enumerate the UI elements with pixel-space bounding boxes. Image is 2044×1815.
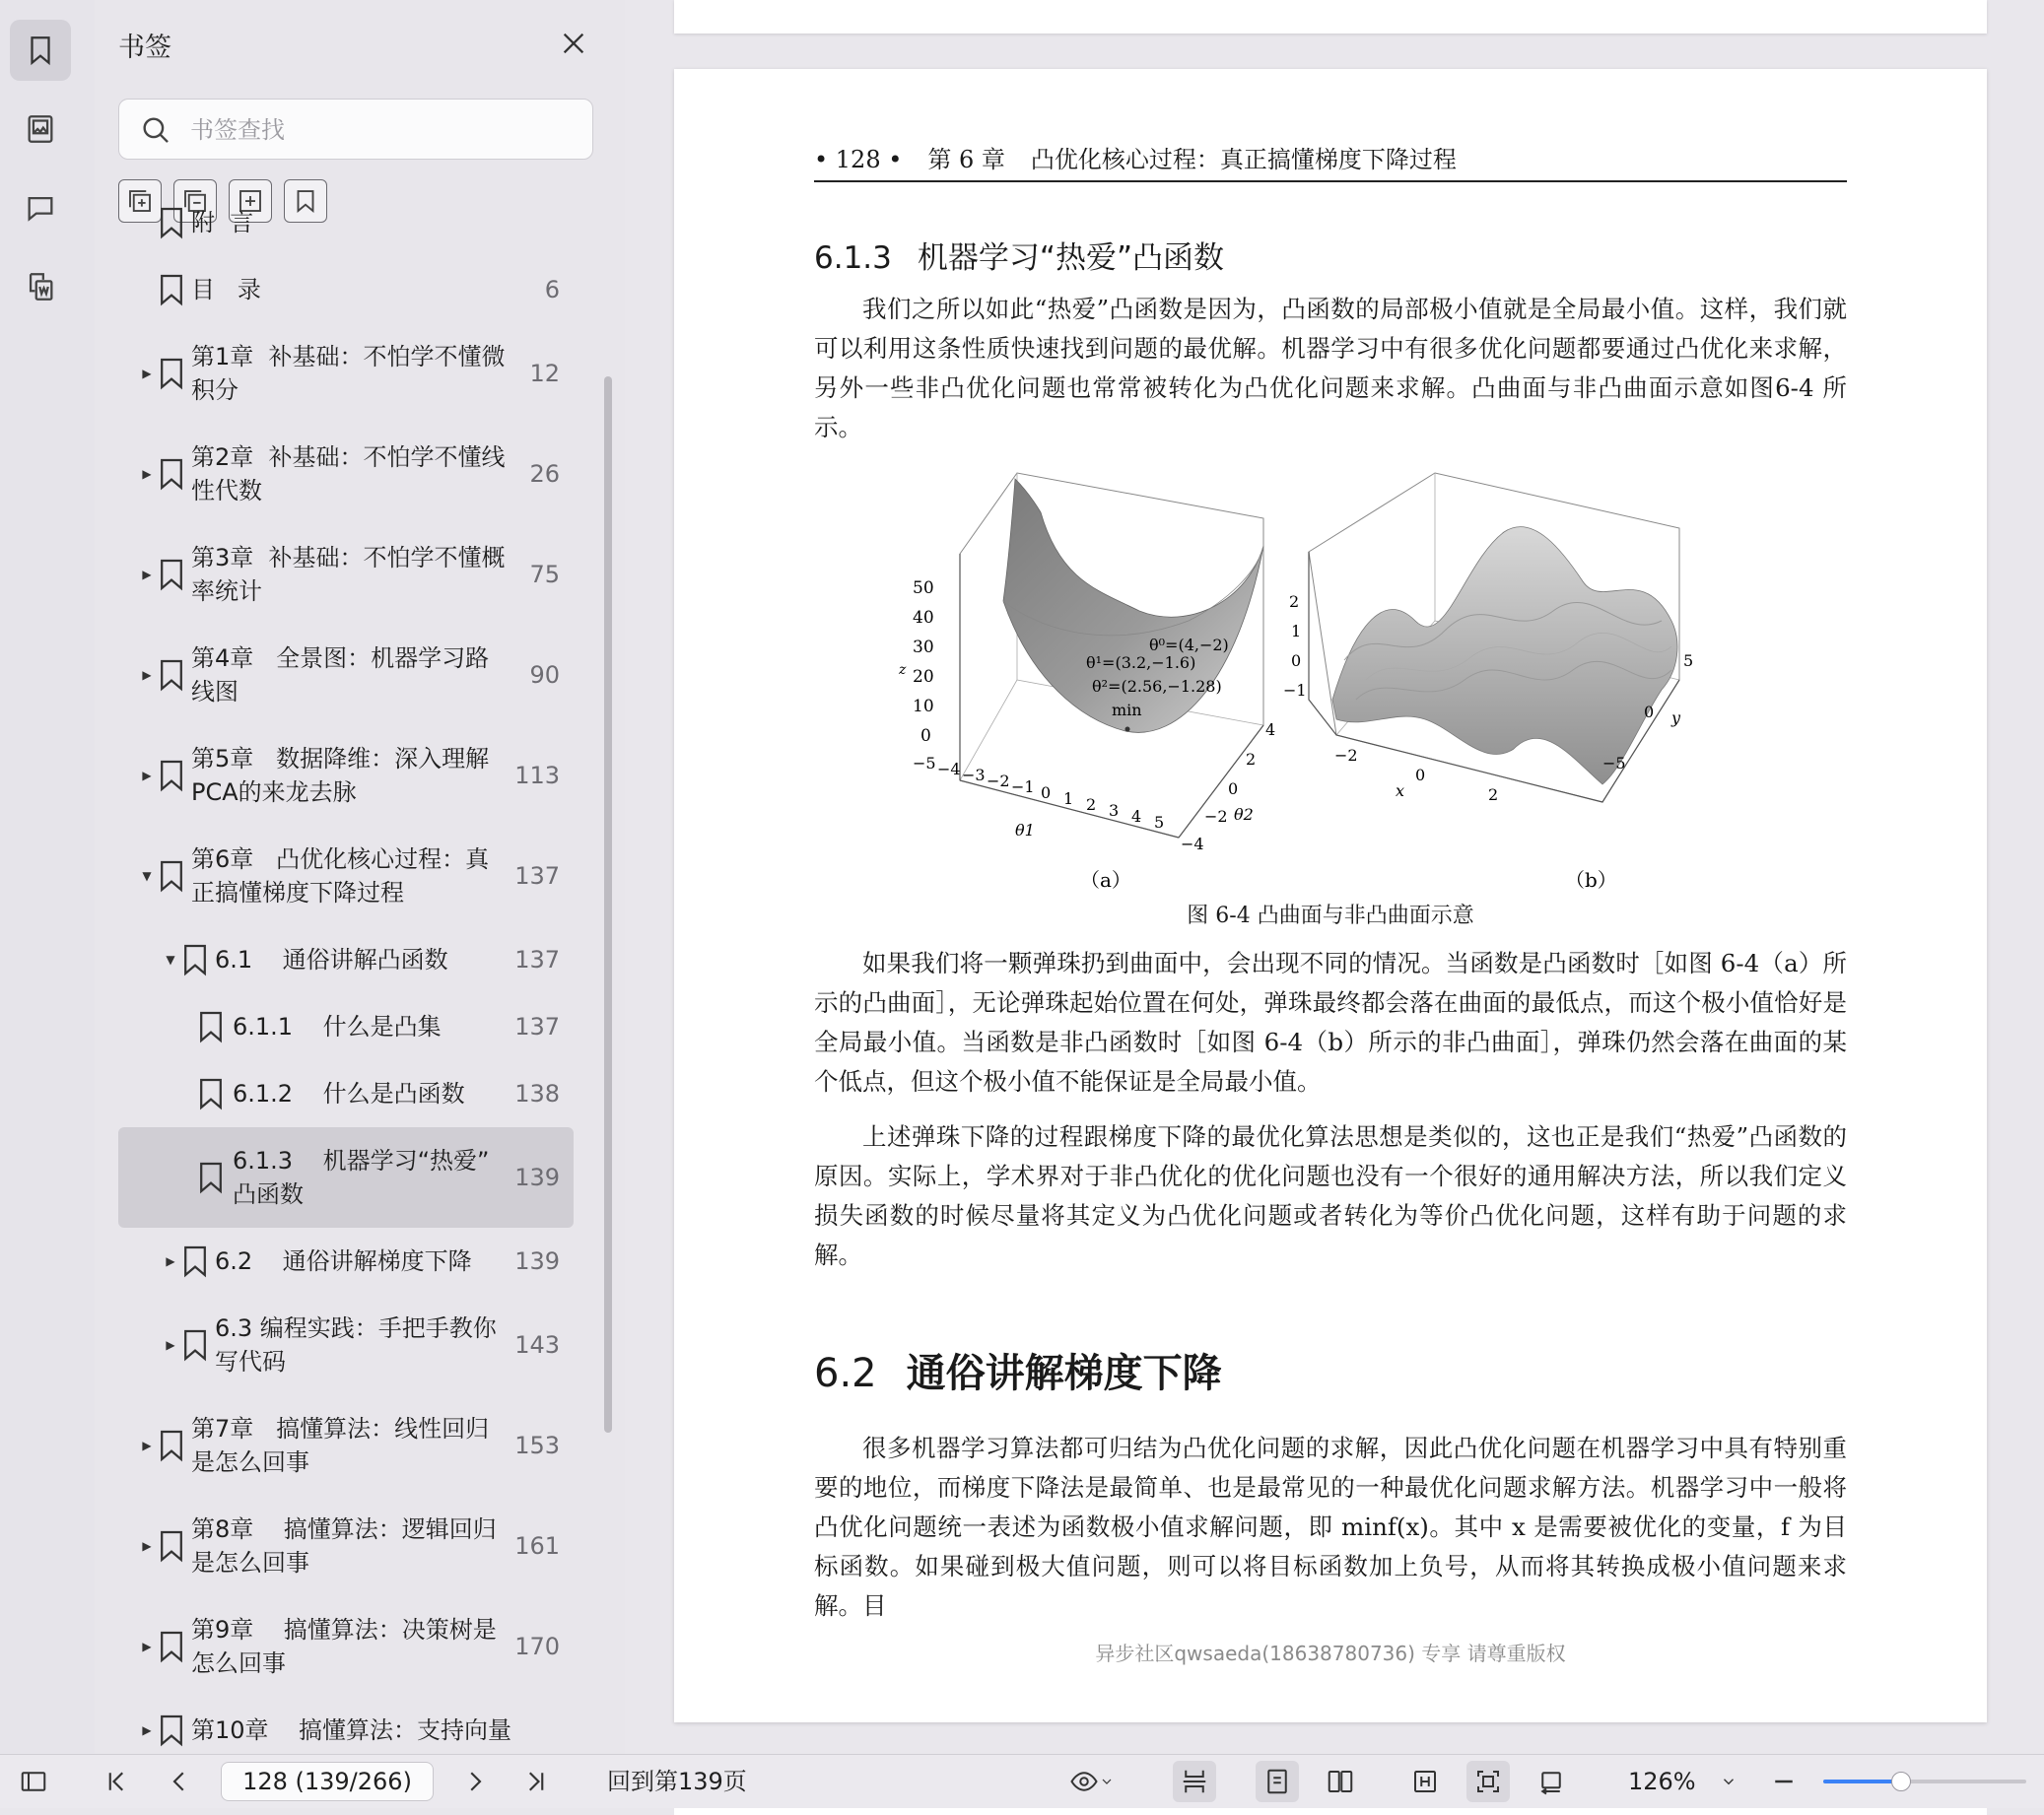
go-back-to-page-link[interactable]: 回到第139页 — [607, 1768, 747, 1795]
a-z-tick-40: 40 — [913, 608, 934, 628]
bookmark-page-number: 12 — [529, 360, 560, 387]
bookmark-label-line: 第4章 全景图：机器学习路 — [191, 644, 490, 672]
b-x-tick-0: 0 — [1415, 766, 1426, 784]
bookmark-label-line: 率统计 — [191, 577, 262, 605]
bookmark-icon — [158, 658, 185, 692]
watermark-text: 异步社区qwsaeda(18638780736) 专享 请尊重版权 — [1095, 1642, 1566, 1665]
bookmark-item[interactable] — [118, 189, 574, 256]
a-y-tick-0: 0 — [1228, 779, 1239, 798]
view-options-button[interactable] — [1060, 1755, 1124, 1808]
b-y-tick-m5: −5 — [1602, 754, 1626, 773]
chevron-down-icon — [1099, 1774, 1115, 1789]
bookmark-label — [233, 1144, 512, 1211]
bookmark-item[interactable] — [118, 1496, 574, 1596]
bookmark-label-line: 6.2 通俗讲解梯度下降 — [215, 1247, 472, 1275]
bookmark-label — [215, 1244, 512, 1278]
bookmark-item[interactable] — [118, 1395, 574, 1496]
bookmark-item[interactable] — [118, 625, 574, 725]
bookmark-label-line: 第5章 数据降维：深入理解 — [191, 745, 490, 773]
bookmark-label-line: 第1章 补基础：不怕学不懂微 — [191, 343, 506, 370]
zoom-slider-fill — [1823, 1780, 1900, 1783]
bookmark-item[interactable] — [118, 1228, 574, 1295]
bookmark-label — [191, 1714, 512, 1747]
zoom-slider-handle[interactable] — [1891, 1772, 1911, 1791]
bookmark-icon — [158, 1714, 185, 1747]
a-y-axis-label: θ2 — [1234, 805, 1254, 824]
next-page-button[interactable] — [453, 1755, 497, 1808]
paragraph-2: 如果我们将一颗弹珠扔到曲面中，会出现不同的情况。当函数是凸函数时［如图 6-4（a）所示的凸曲面］，无论弹珠起始位置在何处，弹珠最终都会落在曲面的最低点，而这个极小值恰好是全局最小值。当函数是非凸函数时［如图 6-4（b）所示的非凸曲面］，弹珠仍然会落在曲面的某个低点，但这个极小值不能保证是全局最小值。 — [814, 949, 1847, 1096]
a-x-tick-m3: −3 — [962, 766, 986, 784]
bookmark-label-line: 6.1.3 机器学习“热爱” — [233, 1147, 490, 1175]
rotate-icon — [1536, 1767, 1566, 1796]
bookmark-page-number: 90 — [529, 661, 560, 689]
bookmark-label-line: 6.1.2 什么是凸函数 — [233, 1080, 465, 1108]
first-page-button[interactable] — [95, 1755, 138, 1808]
fit-page-button[interactable] — [1466, 1761, 1510, 1802]
caret-right-icon[interactable]: ▶ — [142, 1539, 152, 1553]
two-page-icon — [1326, 1767, 1355, 1796]
figure-caption: 图 6-4 凸曲面与非凸曲面示意 — [1187, 904, 1474, 928]
fit-page-icon — [1473, 1767, 1503, 1796]
eye-icon — [1069, 1767, 1099, 1796]
running-head-title: 凸优化核心过程：真正搞懂梯度下降过程 — [1030, 146, 1457, 173]
bookmark-label-line: 第2章 补基础：不怕学不懂线 — [191, 443, 506, 471]
image-icon — [24, 112, 57, 146]
caret-right-icon[interactable]: ▶ — [142, 1439, 152, 1452]
bookmark-icon — [181, 1328, 209, 1362]
nonconvex-surface-plot — [1309, 473, 1679, 802]
document-viewport[interactable] — [625, 0, 2044, 1754]
bookmark-label-line: 6.1 通俗讲解凸函数 — [215, 946, 448, 974]
bookmark-icon — [158, 1529, 185, 1563]
bookmark-label-line: PCA的来龙去脉 — [191, 778, 357, 806]
section-heading-6-2 — [814, 1342, 1222, 1398]
bookmark-label-line: 附 言 — [191, 209, 254, 236]
bookmark-label-line: 第7章 搞懂算法：线性回归 — [191, 1415, 490, 1443]
bookmark-label-line: 积分 — [191, 376, 238, 404]
a-x-tick-3: 3 — [1109, 801, 1120, 820]
section-number: 6.2 — [814, 1351, 877, 1396]
a-y-tick-2: 2 — [1246, 750, 1257, 769]
a-z-tick-30: 30 — [913, 638, 934, 657]
bookmarks-tab-button[interactable] — [10, 20, 71, 81]
bookmark-page-number: 137 — [514, 862, 560, 890]
a-z-tick-10: 10 — [913, 697, 934, 716]
caret-down-icon[interactable]: ▼ — [166, 953, 175, 967]
minus-icon — [1769, 1767, 1799, 1796]
caret-right-icon[interactable]: ▶ — [166, 1254, 175, 1268]
a-annotation-theta0: θ⁰=(4,−2) — [1149, 636, 1229, 654]
bookmark-icon — [158, 558, 185, 591]
bookmark-label — [215, 943, 512, 976]
last-page-button[interactable] — [514, 1755, 558, 1808]
zoom-out-button[interactable] — [1764, 1755, 1804, 1808]
bookmark-item[interactable] — [118, 1127, 574, 1228]
zoom-level[interactable]: 126% — [1628, 1768, 1696, 1795]
single-page-button[interactable] — [1256, 1761, 1299, 1802]
bookmark-label — [191, 842, 512, 909]
bookmark-page-number: 6 — [544, 276, 560, 303]
previous-page — [674, 0, 1987, 34]
bookmark-label-line: 第9章 搞懂算法：决策树是 — [191, 1616, 497, 1644]
b-z-tick-1: 1 — [1291, 622, 1302, 640]
bookmark-icon — [158, 457, 185, 491]
bookmark-label-line: 线图 — [191, 678, 238, 706]
subcaption-a: （a） — [1080, 868, 1131, 892]
b-x-tick-2: 2 — [1488, 785, 1499, 804]
bookmark-page-number: 26 — [529, 460, 560, 488]
caret-right-icon[interactable]: ▶ — [142, 367, 152, 380]
bookmark-icon — [158, 859, 185, 893]
a-x-tick-m4: −4 — [937, 760, 961, 778]
bookmark-item[interactable] — [118, 1060, 574, 1127]
bookmark-label-line: 凸函数 — [233, 1180, 304, 1208]
two-page-button[interactable] — [1319, 1755, 1362, 1808]
single-page-icon — [1262, 1767, 1292, 1796]
bookmark-label — [191, 340, 512, 407]
chevron-right-icon — [460, 1767, 490, 1796]
toggle-sidebar-button[interactable] — [12, 1755, 55, 1808]
bookmark-label-line: 目 录 — [191, 276, 261, 303]
a-x-tick-m1: −1 — [1011, 777, 1035, 796]
bookmark-label — [191, 206, 512, 239]
b-x-axis-label: x — [1396, 781, 1405, 800]
bookmark-icon — [24, 34, 57, 67]
bookmark-icon — [158, 759, 185, 792]
paragraph-3: 上述弹珠下降的过程跟梯度下降的最优化算法思想是类似的，这也正是我们“热爱”凸函数的原因。实际上，学术界对于非凸优化的优化问题也没有一个很好的通用解决方法，所以我们定义损失函数的时候尽量将其定义为凸优化问题或者转化为等价凸优化问题，这样有助于问题的求解。 — [814, 1122, 1847, 1269]
rotate-page-button[interactable] — [1530, 1755, 1573, 1808]
a-y-tick-m2: −2 — [1204, 807, 1228, 826]
figure-6-4 — [893, 473, 1798, 897]
bookmark-page-number: 137 — [514, 946, 560, 974]
caret-right-icon[interactable]: ▶ — [166, 1338, 175, 1352]
a-z-tick-20: 20 — [913, 667, 934, 687]
chevron-left-icon — [165, 1767, 194, 1796]
first-page-icon — [102, 1767, 131, 1796]
bookmark-item[interactable] — [118, 926, 574, 993]
bookmark-scrollbar[interactable] — [604, 376, 612, 1433]
bookmark-label — [191, 1613, 512, 1680]
caret-right-icon[interactable]: ▶ — [142, 1640, 152, 1653]
bookmark-icon — [158, 206, 185, 239]
paragraph-1: 我们之所以如此“热爱”凸函数是因为，凸函数的局部极小值就是全局最小值。这样，我们就可以利用这条性质快速找到问题的最优解。机器学习中有很多优化问题都要通过凸优化来求解，另外一些非凸优化问题也常常被转化为凸优化问题来求解。凸曲面与非凸曲面示意如图6-4 所示。 — [814, 295, 1847, 441]
bookmark-label-line: 是怎么回事 — [191, 1549, 309, 1577]
bookmark-item[interactable] — [118, 1596, 574, 1697]
bookmark-label — [191, 273, 512, 306]
bookmark-label — [191, 1512, 512, 1580]
a-x-axis-label: θ1 — [1015, 821, 1035, 840]
section-title: 机器学习“热爱”凸函数 — [917, 240, 1225, 276]
status-bar — [0, 1754, 2044, 1808]
b-y-tick-0: 0 — [1644, 703, 1655, 721]
bookmark-label — [191, 641, 512, 708]
a-z-axis-label: z — [899, 662, 907, 678]
bookmark-item[interactable] — [118, 725, 574, 826]
a-x-tick-2: 2 — [1086, 795, 1097, 814]
bookmark-label-line: 性代数 — [191, 477, 262, 504]
bookmark-label — [191, 541, 512, 608]
caret-right-icon[interactable]: ▶ — [142, 668, 152, 682]
a-x-tick-m5: −5 — [913, 754, 936, 773]
subcaption-b: （b） — [1565, 868, 1617, 892]
caret-right-icon[interactable]: ▶ — [142, 568, 152, 581]
bookmark-label — [191, 440, 512, 507]
comments-tab-button[interactable] — [10, 177, 71, 238]
a-annotation-theta1: θ¹=(3.2,−1.6) — [1086, 653, 1196, 672]
running-head-page-number: • 128 • — [814, 146, 903, 173]
bookmark-label — [191, 1412, 512, 1479]
bookmark-page-number: 113 — [514, 762, 560, 789]
caret-right-icon[interactable]: ▶ — [142, 769, 152, 782]
bookmark-label-line: 第10章 搞懂算法：支持向量 — [191, 1716, 512, 1744]
bookmark-icon — [158, 1429, 185, 1462]
a-x-tick-1: 1 — [1063, 789, 1074, 808]
b-z-tick-m1: −1 — [1283, 681, 1307, 700]
bookmark-label — [191, 742, 512, 809]
caret-right-icon[interactable]: ▶ — [142, 1723, 152, 1737]
bookmark-page-number: 143 — [514, 1331, 560, 1359]
comment-icon — [24, 191, 57, 225]
bookmark-icon — [197, 1161, 225, 1194]
bookmark-label-line: 写代码 — [215, 1348, 286, 1376]
bookmark-label — [233, 1077, 512, 1110]
zoom-slider[interactable] — [1823, 1780, 2026, 1783]
page-number-field[interactable]: 128 (139/266) — [221, 1762, 434, 1801]
bookmark-list[interactable] — [95, 209, 625, 1754]
bookmark-label-line: 怎么回事 — [191, 1649, 286, 1677]
fit-width-icon — [1410, 1767, 1440, 1796]
bookmark-page-number: 75 — [529, 561, 560, 588]
b-y-axis-label: y — [1671, 708, 1681, 727]
bookmark-page-number: 139 — [514, 1164, 560, 1191]
chevron-down-icon — [1720, 1773, 1737, 1790]
running-head — [814, 140, 1847, 182]
bookmark-page-number: 153 — [514, 1432, 560, 1459]
a-annotation-theta2: θ²=(2.56,−1.28) — [1092, 677, 1222, 696]
a-annotation-min: min — [1112, 701, 1142, 719]
a-x-tick-5: 5 — [1154, 813, 1165, 832]
caret-down-icon[interactable]: ▼ — [142, 869, 152, 883]
a-y-tick-4: 4 — [1265, 720, 1276, 739]
bookmark-icon — [158, 357, 185, 390]
bookmark-page-number: 138 — [514, 1080, 560, 1108]
caret-right-icon[interactable]: ▶ — [142, 467, 152, 481]
bookmark-search-input[interactable] — [188, 109, 577, 151]
b-z-tick-2: 2 — [1289, 592, 1300, 611]
search-icon — [139, 113, 172, 147]
bookmark-item[interactable] — [118, 256, 574, 323]
bookmark-item[interactable] — [118, 424, 574, 524]
section-title: 通俗讲解梯度下降 — [906, 1351, 1222, 1396]
close-icon[interactable] — [558, 28, 589, 59]
bookmark-page-number: 139 — [514, 1247, 560, 1275]
continuous-scroll-icon — [1180, 1767, 1209, 1796]
bookmark-label-line: 6.1.1 什么是凸集 — [233, 1013, 442, 1041]
current-page — [674, 69, 1987, 1722]
bookmark-item[interactable] — [118, 323, 574, 424]
bookmark-label-line: 第8章 搞懂算法：逻辑回归 — [191, 1515, 497, 1543]
a-z-tick-50: 50 — [913, 578, 934, 598]
bookmark-item[interactable] — [118, 826, 574, 926]
bookmark-panel — [95, 0, 625, 1754]
b-x-tick-m2: −2 — [1334, 746, 1358, 765]
bookmark-page-number: 170 — [514, 1633, 560, 1660]
bookmark-label — [215, 1311, 512, 1378]
running-head-chapter: 第 6 章 — [927, 146, 1005, 173]
section-heading-6-1-3 — [814, 233, 1224, 277]
page-copy-icon — [24, 270, 57, 303]
last-page-icon — [521, 1767, 551, 1796]
bookmark-icon — [181, 943, 209, 976]
b-z-tick-0: 0 — [1291, 651, 1302, 670]
bookmark-icon — [158, 273, 185, 306]
bookmark-label-line: 6.3 编程实践：手把手教你 — [215, 1314, 497, 1342]
bookmark-icon — [197, 1010, 225, 1043]
section-number: 6.1.3 — [814, 240, 892, 276]
a-y-tick-m4: −4 — [1181, 835, 1204, 853]
sidebar-toggle-icon — [19, 1767, 48, 1796]
bookmark-item[interactable] — [118, 524, 574, 625]
fit-width-button[interactable] — [1403, 1755, 1447, 1808]
a-x-tick-m2: −2 — [987, 772, 1010, 790]
continuous-scroll-button[interactable] — [1173, 1761, 1216, 1802]
bookmark-label-line: 正搞懂梯度下降过程 — [191, 879, 404, 907]
bookmark-search-box[interactable] — [118, 99, 593, 160]
thumbnails-tab-button[interactable] — [10, 99, 71, 160]
bookmark-label-line: 第3章 补基础：不怕学不懂概 — [191, 544, 506, 571]
bookmark-label-line: 是怎么回事 — [191, 1448, 309, 1476]
left-icon-rail — [0, 0, 96, 1754]
paragraph-4: 很多机器学习算法都可归结为凸优化问题的求解，因此凸优化问题在机器学习中具有特别重要的地位，而梯度下降法是最简单、也是最常见的一种最优化问题求解方法。机器学习中一般将凸优化问题统一表述为函数极小值求解问题，即 minf(x)。其中 x 是需要被优化的变量，f 为目标函数。如果碰到极大值问题，则可以将目标函数加上负号，从而将其转换成极小值问题来求解。目 — [814, 1434, 1847, 1620]
bookmark-icon — [197, 1077, 225, 1110]
panel-title: 书签 — [118, 33, 171, 63]
bookmark-page-number: 137 — [514, 1013, 560, 1041]
bookmark-label — [233, 1010, 512, 1043]
previous-page-button[interactable] — [158, 1755, 201, 1808]
bookmark-page-number: 161 — [514, 1532, 560, 1560]
a-z-tick-0: 0 — [920, 726, 931, 746]
bookmark-item[interactable] — [118, 1295, 574, 1395]
bookmark-label-line: 第6章 凸优化核心过程：真 — [191, 845, 490, 873]
a-x-tick-4: 4 — [1131, 807, 1142, 826]
bookmark-icon — [181, 1244, 209, 1278]
a-x-tick-0: 0 — [1041, 783, 1052, 802]
bookmark-icon — [158, 1630, 185, 1663]
b-y-tick-5: 5 — [1683, 651, 1694, 670]
bookmark-item[interactable] — [118, 993, 574, 1060]
pages-tab-button[interactable] — [10, 256, 71, 317]
zoom-dropdown-button[interactable] — [1711, 1755, 1746, 1808]
